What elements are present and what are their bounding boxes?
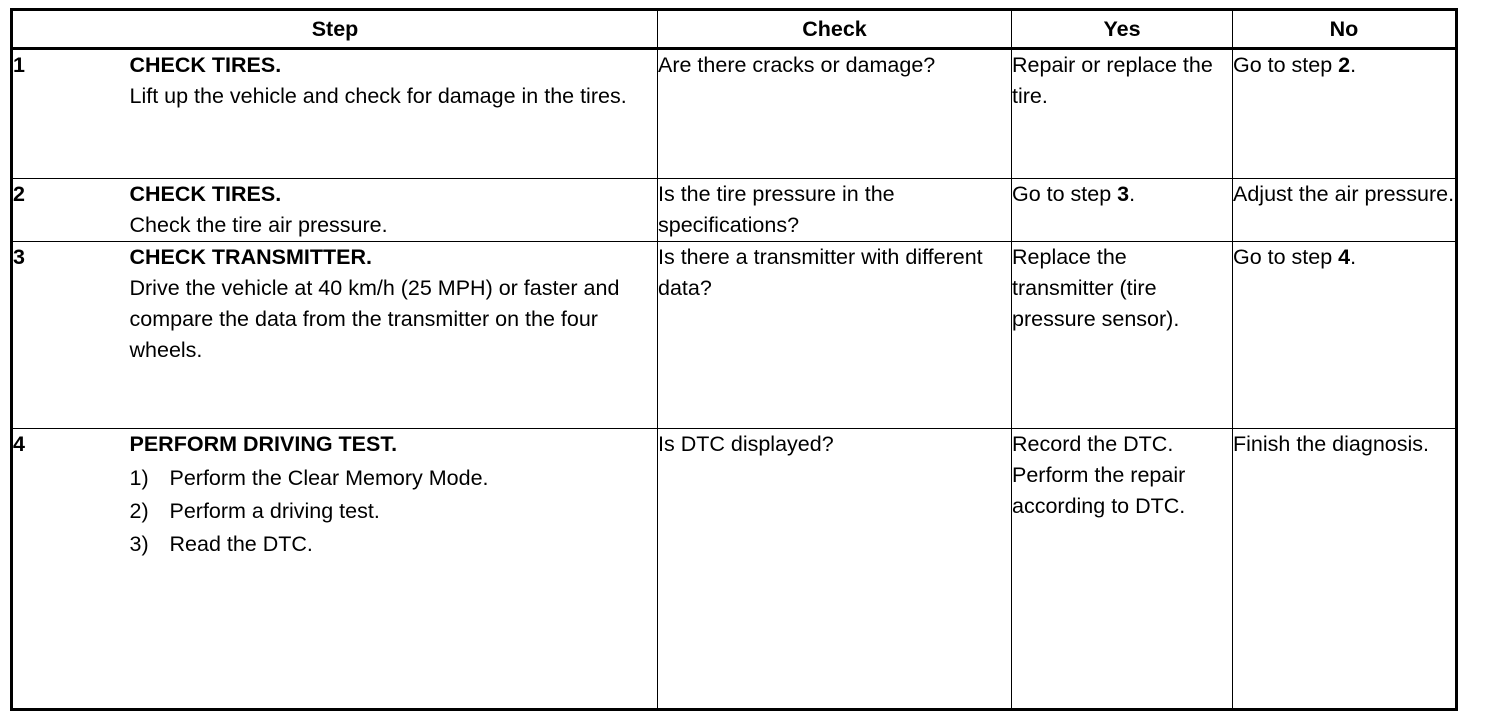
list-text: Read the DTC. — [169, 531, 313, 556]
table-row — [12, 428, 1457, 709]
check-cell: Is there a transmitter with different data? — [658, 241, 1012, 428]
step-action — [130, 49, 658, 179]
header-yes: Yes — [1012, 10, 1233, 49]
header-step: Step — [12, 10, 658, 49]
list-item — [130, 462, 658, 495]
step-body: Check the tire air pressure. — [129, 212, 388, 237]
list-text: Perform the Clear Memory Mode. — [169, 465, 489, 490]
step-reference: 3 — [1117, 181, 1130, 206]
table-row — [12, 241, 1457, 428]
yes-cell: Repair or replace the tire. — [1012, 49, 1233, 179]
yes-text: Go to step — [1012, 181, 1118, 206]
header-check: Check — [658, 10, 1012, 49]
step-number: 2 — [12, 178, 130, 241]
header-no: No — [1233, 10, 1457, 49]
step-body: Lift up the vehicle and check for damage in the tires. — [129, 84, 627, 108]
step-number: 1 — [12, 49, 130, 179]
no-suffix: . — [1350, 244, 1357, 269]
list-item — [130, 495, 658, 528]
step-reference: 2 — [1338, 53, 1351, 77]
procedure-list — [130, 462, 658, 561]
no-text: Go to step — [1233, 53, 1339, 77]
check-cell: Is the tire pressure in the specifications? — [658, 178, 1012, 241]
no-suffix: . — [1350, 53, 1357, 77]
no-cell — [1233, 49, 1457, 179]
step-title: CHECK TIRES. — [129, 53, 282, 77]
table-row — [12, 178, 1457, 241]
no-text: Go to step — [1233, 244, 1339, 269]
step-action — [130, 428, 658, 709]
step-title: CHECK TRANSMITTER. — [129, 244, 372, 269]
check-cell: Are there cracks or damage? — [658, 49, 1012, 179]
header-row — [12, 10, 1457, 49]
table-row — [12, 49, 1457, 179]
yes-suffix: . — [1129, 181, 1136, 206]
step-reference: 4 — [1338, 244, 1351, 269]
no-cell: Finish the diagnosis. — [1233, 428, 1457, 709]
diagnostic-table — [10, 8, 1458, 711]
step-title: CHECK TIRES. — [129, 181, 282, 206]
step-action — [130, 241, 658, 428]
list-item — [130, 528, 658, 561]
list-text: Perform a driving test. — [169, 498, 380, 523]
yes-cell — [1012, 178, 1233, 241]
yes-cell: Record the DTC. Perform the repair according to DTC. — [1012, 428, 1233, 709]
yes-cell: Replace the transmitter (tire pressure sensor). — [1012, 241, 1233, 428]
no-cell — [1233, 241, 1457, 428]
list-marker: 2) — [129, 498, 149, 523]
step-body: Drive the vehicle at 40 km/h (25 MPH) or faster and compare the data from the transmitter on the four wheels. — [129, 275, 620, 362]
step-action — [130, 178, 658, 241]
no-cell: Adjust the air pressure. — [1233, 178, 1457, 241]
step-title: PERFORM DRIVING TEST. — [129, 431, 398, 456]
step-number: 3 — [12, 241, 130, 428]
check-cell: Is DTC displayed? — [658, 428, 1012, 709]
step-number: 4 — [12, 428, 130, 709]
list-marker: 1) — [129, 465, 149, 490]
list-marker: 3) — [129, 531, 149, 556]
